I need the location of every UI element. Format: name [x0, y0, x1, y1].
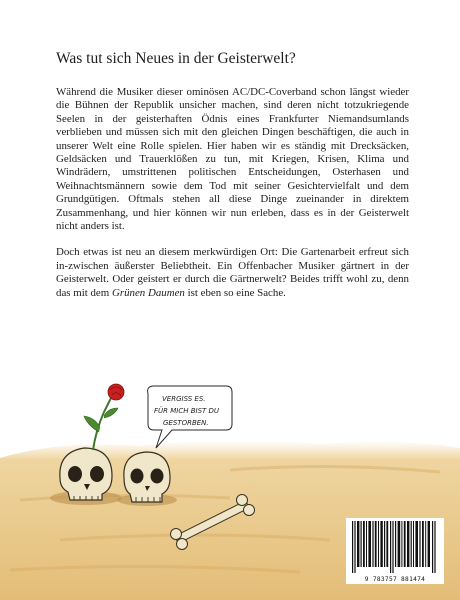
rose-icon: [84, 384, 124, 450]
speech-line-1: VERGISS ES.: [162, 395, 206, 403]
speech-line-2: FÜR MICH BIST DU: [154, 407, 220, 415]
isbn-barcode: [346, 518, 444, 584]
isbn-number: 9 783757 881474: [364, 576, 426, 583]
speech-bubble: [148, 386, 232, 448]
page-title: Was tut sich Neues in der Geisterwelt?: [56, 50, 296, 67]
blurb-paragraph-2-start: Doch etwas ist neu an diesem merkwürdigen Ort: Die Gartenarbeit erfreut sich in-zwischen äußerster Beliebtheit. Ein Offenbacher Musiker gärtnert in der Geisterwelt. Oder geistert er durch die Gärtnerwelt? Beides trifft wohl zu, denn das mit dem: [56, 246, 409, 299]
blurb-paragraph-2-end: ist eben so eine Sache.: [184, 286, 286, 299]
speech-line-3: GESTORBEN.: [163, 419, 209, 427]
blurb-paragraph-1: Während die Musiker dieser ominösen AC/DC-Coverband schon längst wieder die Bühnen der Republik unsicher machen, sind deren nicht totzukriegende Seelen in der geisterhaften Ödnis eines Frankfurter Niemandsumlands verblieben und müssen sich mit den gleichen Dingen beschäftigen, die auch in unserer Welt eine Rolle spielen. Hier haben wir es ständig mit Drecksäcken, Geldsäcken und Trauerklößen zu tun, mit Kriegen, Krisen, Klima und Windrädern, umstrittenen politischen Entscheidungen, Osterhasen und Weihnachtsmännern sowie dem Tod mit seiner Gesichtervielfalt und dem Grundgütigen. Oftmals stehen all diese Dinge zueinander in direktem Zusammenhang, und hier können wir nun erleben, dass es in der Geisterwelt nicht anders ist.: [56, 86, 409, 233]
green-thumb-phrase: Grünen Daumen: [111, 286, 185, 299]
left-skull: [60, 448, 112, 500]
barcode-bars: [346, 518, 444, 576]
